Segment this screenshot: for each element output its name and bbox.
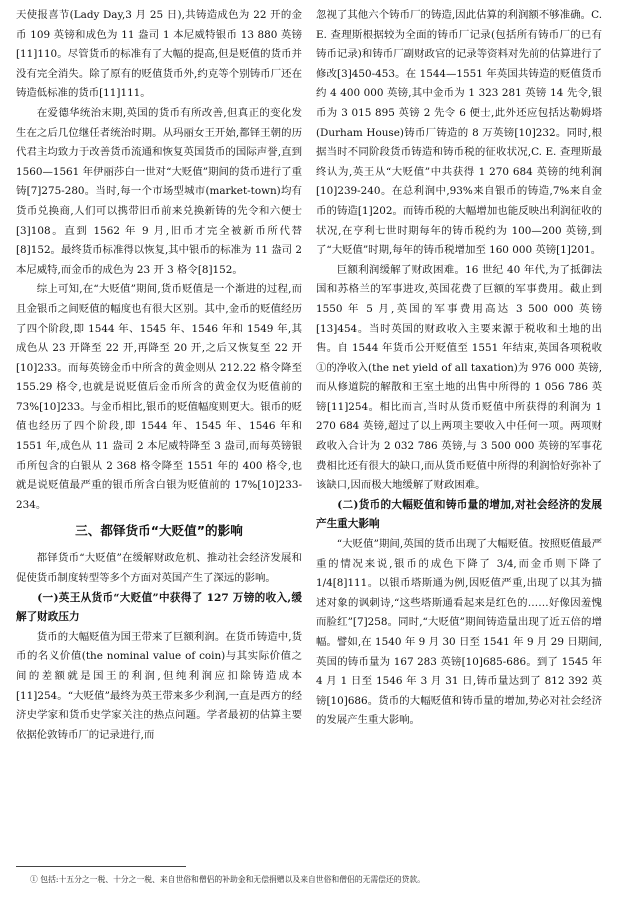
section-heading: 三、都铎货币“大贬值”的影响 <box>75 523 243 539</box>
subsection-heading: (二)货币的大幅贬值和铸币量的增加,对社会经济的发展产生重大影响 <box>316 498 602 531</box>
paragraph: 货币的大幅贬值为国王带来了巨额利润。在货币铸造中,货币的名义价值(the nominal value of coin)与其实际价值之间的差额就是国王的利润,但纯利润应扣除铸造成本[11]254。“大贬值”最终为英王带来多少利润,一直是西方的经济史学家和货币史学家关注的热点问题。学者最初的估算主要依据伦敦铸币厂的记录进行,而 <box>16 630 302 741</box>
footnote: ① 包括:十五分之一税、十分之一税、来自世俗和僧侣的补助金和无偿捐赠以及来自世俗和僧侣的无需偿还的贷款。 <box>30 875 425 884</box>
paragraph: 都铎货币“大贬值”在缓解财政危机、推动社会经济发展和促使货币制度转型等多个方面对英国产生了深远的影响。 <box>16 552 302 585</box>
paragraph: 天使报喜节(Lady Day,3 月 25 日),共铸造成色为 22 开的金币 109 英镑和成色为 11 盎司 1 本尼威特银币 13 880 英镑[11]110。尽管货币的标准有了大幅的提高,但是贬值的货币并没有完全消失。除了原有的贬值货币外,约克等个别铸币厂还在铸造低标准的货币[11]111。 <box>16 9 302 100</box>
paragraph: 巨额利润缓解了财政困难。16 世纪 40 年代,为了抵御法国和苏格兰的军事进攻,英国花费了巨额的军事费用。截止到 1550 年 5 月,英国的军事费用高达 3 500 000 英镑[13]454。当时英国的财政收入主要来源于税收和土地的出售。自 1544 年货币公开贬值至 1551 年结束,英国各项税收①的净收入(the net yield of all taxation)为 976 000 英镑,而从修道院的解散和王室土地的出售中所得的 1 056 786 英镑[11]254。相比而言,当时从货币贬值中所获得的利润为 1 270 684 英镑,超过了以上两项主要收入中任何一项。两项财政收入合计为 2 032 786 英镑,与 3 500 000 英镑的军事花费相比还有很大的缺口,而从货币贬值中所得的利润恰好弥补了该缺口,因而极大地缓解了财政困难。 <box>316 263 602 492</box>
subsection-heading: (一)英王从货币“大贬值”中获得了 127 万镑的收入,缓解了财政压力 <box>16 591 302 624</box>
paragraph: “大贬值”期间,英国的货币出现了大幅贬值。按照贬值最严重的情况来说,银币的成色下降了 3/4,而金币则下降了 1/4[8]111。以银币塔斯通为例,因贬值严重,出现了以其为描述对象的讽刺诗,“这些塔斯通看起来是红色的……好像因羞愧而脸红”[7]258。同时,“大贬值”期间铸造量出现了近五倍的增幅。譬如,在 1540 年 9 月 30 日至 1541 年 9 月 29 日期间,英国的铸币量为 167 283 英镑[10]685-686。到了 1545 年 4 月 1 日至 1546 年 3 月 31 日,铸币量达到了 812 392 英镑[10]686。货币的大幅贬值和铸币量的增加,势必对社会经济的发展产生重大影响。 <box>316 538 602 727</box>
right-column <box>316 6 602 731</box>
footnote-rule <box>16 866 186 867</box>
paragraph: 在爱德华统治末期,英国的货币有所改善,但真正的变化发生在之后几位继任者统治时期。从玛丽女王开始,都铎王朝的历代君主均致力于改善货币流通和恢复英国货币的国际声誉,直到 1560—1561 年伊丽莎白一世对“大贬值”期间的货币进行了重铸[7]275-280。当时,每一个市场型城市(market-town)均有货币兑换商,人们可以携带旧币前来兑换新铸的先令和六便士[3]108。直到 1562 年 9 月,旧币才完全被新币所代替[8]152。最终货币标准得以恢复,其中银币的标准为 11 盎司 2 本尼威特,而金币的成色为 23 开 3 格令[8]152。 <box>16 106 302 276</box>
paragraph: 综上可知,在“大贬值”期间,货币贬值是一个渐进的过程,而且金银币之间贬值的幅度也有很大区别。其中,金币的贬值经历了四个阶段,即 1544 年、1545 年、1546 年和 1549 年,其成色从 23 开降至 22 开,再降至 20 开,之后又恢复至 22 开[10]233。而每英镑金币中所含的黄金则从 212.22 格令降至 155.29 格令,也就是说贬值后金币所含的黄金仅为贬值前的 73%[10]233。与金币相比,银币的贬值幅度则更大。银币的贬值也经历了四个阶段,即 1544 年、1545 年、1546 年和 1551 年,成色从 11 盎司 2 本尼威特降至 3 盎司,而每英镑银币所包含的白银从 2 368 格令降至 1551 年的 400 格令,也就是说贬值最严重的银币所含白银为贬值前的 17%[10]233-234。 <box>16 283 302 511</box>
paragraph: 忽视了其他六个铸币厂的铸造,因此估算的利润额不够准确。C. E. 查理斯根据较为全面的铸币厂记录(包括所有铸币厂的已有铸币记录)和铸币厂副财政官的记录等资料对先前的估算进行了修改[3]450-453。在 1544—1551 年英国共铸造的贬值货币约 4 400 000 英镑,其中金币为 1 323 281 英镑 14 先令,银币为 3 015 895 英镑 2 先令 6 便士,此外还应包括达勒姆塔(Durham House)铸币厂铸造的 8 万英镑[10]232。同时,根据当时不同阶段货币铸造和铸币税的征收状况,C. E. 查理斯最终认为,英王从“大贬值”中共获得 1 270 684 英镑的纯利润[10]239-240。在总利润中,93%来自银币的铸造,7%来自金币的铸造[1]202。而铸币税的大幅增加也能反映出利润征收的状况,在亨利七世时期每年的铸币税约为 100—200 英镑,到了“大贬值”时期,每年的铸币税增加至 160 000 英镑[1]201。 <box>316 9 602 257</box>
left-column <box>16 6 302 745</box>
